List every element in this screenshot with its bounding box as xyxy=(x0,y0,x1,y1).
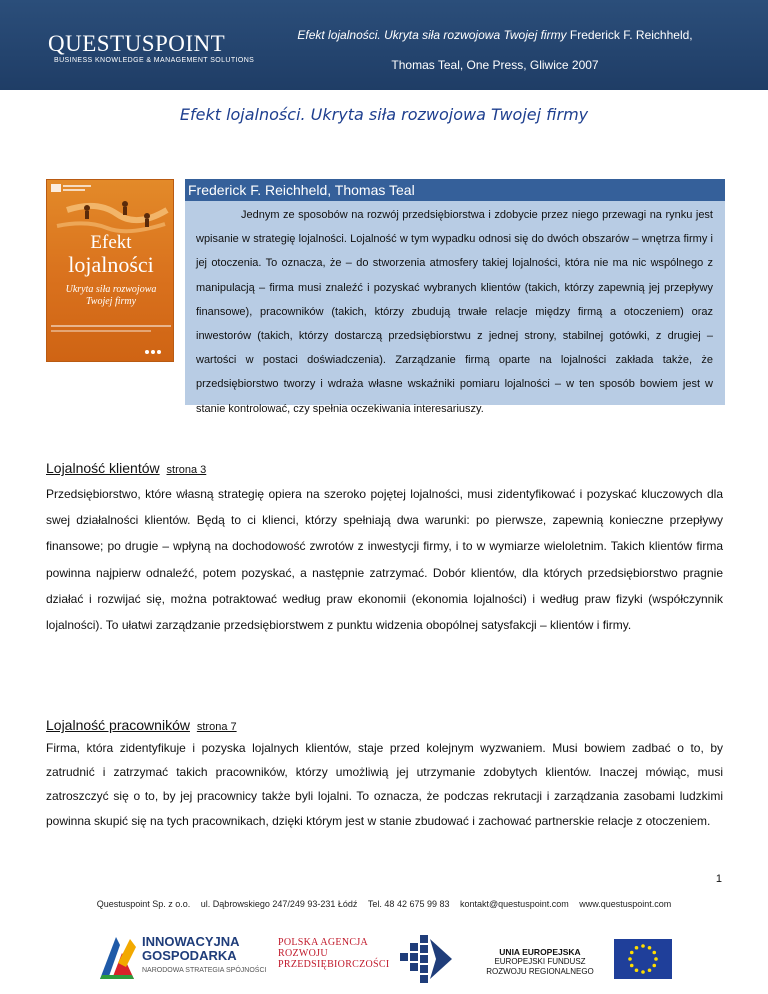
questuspoint-logo xyxy=(48,32,254,66)
footer-phone: Tel. 48 42 675 99 83 xyxy=(367,899,450,909)
ig-line1: INNOWACYJNA xyxy=(142,934,240,949)
innovative-economy-logo xyxy=(142,935,240,963)
eu-flag-icon xyxy=(614,939,672,979)
section-page-ref: strona 7 xyxy=(196,721,237,733)
footer-contact xyxy=(0,899,768,909)
header-citation xyxy=(245,28,745,72)
eu-star xyxy=(654,957,658,961)
logo-wordmark: QUESTUSPOINT xyxy=(48,31,226,56)
footer-company: Questuspoint Sp. z o.o. xyxy=(96,899,191,909)
citation-publisher: Thomas Teal, One Press, Gliwice 2007 xyxy=(391,58,599,72)
eu-star xyxy=(635,968,639,972)
intro-summary: Jednym ze sposobów na rozwój przedsiębiorstwa i zdobycie przez niego przewagi na rynku jest wpisanie w strategię lojalności. Lojalność w tym wypadku odnosi się do dwóch obszarów – wnętrza firmy i jej otoczenia. To oznacza, że – do stworzenia atmosfery takiej lojalności, która nie ma nic wspólnego z manipulacją – firma musi znaleźć i pozyskać wybranych klientów (takich, którzy zapewnią jej przepływy finansowe), pracowników (takich, którzy zbudują trwałe relacje między firmą a otoczeniem) oraz inwestorów (takich, którzy dostarczą przedsiębiorstwu z jednej strony, stabilnej gotówki, z drugiej – wartości w postaci doświadczenia). Zarządzanie firmą oparte na lojalności zakłada także, że przedsiębiorstwo tworzy i wdraża własne wskaźniki pomiaru lojalności – w ten sposób bowiem jest w stanie kontrolować, czy spełnia oczekiwania interesariuszy. xyxy=(185,201,725,405)
parp-line1: POLSKA AGENCJA xyxy=(278,937,369,948)
eu-star xyxy=(641,970,645,974)
eu-star xyxy=(648,968,652,972)
parp-logo xyxy=(278,937,390,970)
eu-star xyxy=(652,964,656,968)
book-subtitle-line1: Ukryta siła rozwojowa xyxy=(65,284,157,295)
partner-logos xyxy=(0,925,768,994)
footer-email[interactable]: kontakt@questuspoint.com xyxy=(460,899,569,909)
eu-star xyxy=(652,951,656,955)
parp-line3: PRZEDSIĘBIORCZOŚCI xyxy=(278,959,390,970)
section-page-ref: strona 3 xyxy=(166,464,207,476)
ig-subtitle: NARODOWA STRATEGIA SPÓJNOŚCI xyxy=(142,967,267,974)
section-heading-customer-loyalty xyxy=(46,460,206,476)
author-band: Frederick F. Reichheld, Thomas Teal xyxy=(185,179,725,201)
logo-tagline: BUSINESS KNOWLEDGE & MANAGEMENT SOLUTIONS xyxy=(54,57,255,64)
innovative-economy-logo-icon xyxy=(96,933,138,983)
book-title xyxy=(47,232,174,276)
eu-star xyxy=(628,957,632,961)
section-heading-text: Lojalność pracowników xyxy=(46,717,190,733)
eu-star xyxy=(630,964,634,968)
ig-line2: GOSPODARKA xyxy=(142,948,237,963)
section-heading-text: Lojalność klientów xyxy=(46,460,160,476)
eu-star xyxy=(630,951,634,955)
eu-fund-logo xyxy=(474,947,606,977)
eu-star xyxy=(635,946,639,950)
footer-website[interactable]: www.questuspoint.com xyxy=(579,899,672,909)
section-body-employee-loyalty: Firma, która zidentyfikuje i pozyska lojalnych klientów, staje przed kolejnym wyzwaniem. Musi bowiem zadbać o to, by zatrudnić i zatrzymać takich pracowników, którzy umożliwią jej utrzymanie zdobytych klientów. Inaczej mówiąc, musi zatroszczyć się o to, by jej pracownicy także byli lojalni. To oznacza, że podczas rekrutacji i zarządzania zasobami ludzkimi powinna skupić się na tych pracownikach, dzięki którym jest w stanie zbudować i zachować partnerskie relacje z otoczeniem. xyxy=(46,741,723,828)
book-cover-image xyxy=(46,179,174,362)
book-title-line1: Efekt xyxy=(90,232,132,253)
eu-star xyxy=(641,944,645,948)
section-body-customer-loyalty: Przedsiębiorstwo, które własną strategię opiera na szeroko pojętej lojalności, musi zidentyfikować i pozyskać kluczowych dla swej działalności klientów. Będą to ci klienci, którzy spełniają dwa warunki: po pierwsze, zapewnią konieczne przepływy finansowe; po drugie – wpłyną na dochodowość zwrotów z inwestycji firmy, i to w wymiarze wieloletnim. Takich klientów firma powinna najpierw odnaleźć, potem pozyskać, a następnie zatrzymać. Dobór klientów, dla których przedsiębiorstwo pragnie działać i rozwijać się, można potraktować według praw ekonomii (ekonomia lojalności) i według praw fizyki (współczynnik lojalności). To ułatwi zarządzanie przedsiębiorstwem z punktu widzenia obopólnej satysfakcji – klientów i firmy. xyxy=(46,487,723,633)
footer-address: ul. Dąbrowskiego 247/249 93-231 Łódź xyxy=(200,899,358,909)
eu-line3: ROZWOJU REGIONALNEGO xyxy=(486,967,594,976)
eu-star xyxy=(648,946,652,950)
section-heading-employee-loyalty xyxy=(46,717,237,733)
eu-line2: EUROPEJSKI FUNDUSZ xyxy=(494,957,586,966)
book-subtitle-line2: Twojej firmy xyxy=(85,296,137,307)
book-title-line2: lojalności xyxy=(68,252,154,277)
header-bar xyxy=(0,0,768,90)
document-title: Efekt lojalności. Ukryta siła rozwojowa Twojej firmy xyxy=(179,105,589,124)
citation-title: Efekt lojalności. Ukryta siła rozwojowa Twojej firmy xyxy=(297,28,567,42)
citation-authors: Frederick F. Reichheld, xyxy=(569,28,693,42)
eu-line1: UNIA EUROPEJSKA xyxy=(499,947,581,957)
book-subtitle xyxy=(47,284,174,308)
page-number: 1 xyxy=(715,873,722,885)
parp-line2: ROZWOJU xyxy=(278,948,328,959)
parp-mark-icon xyxy=(398,933,456,985)
